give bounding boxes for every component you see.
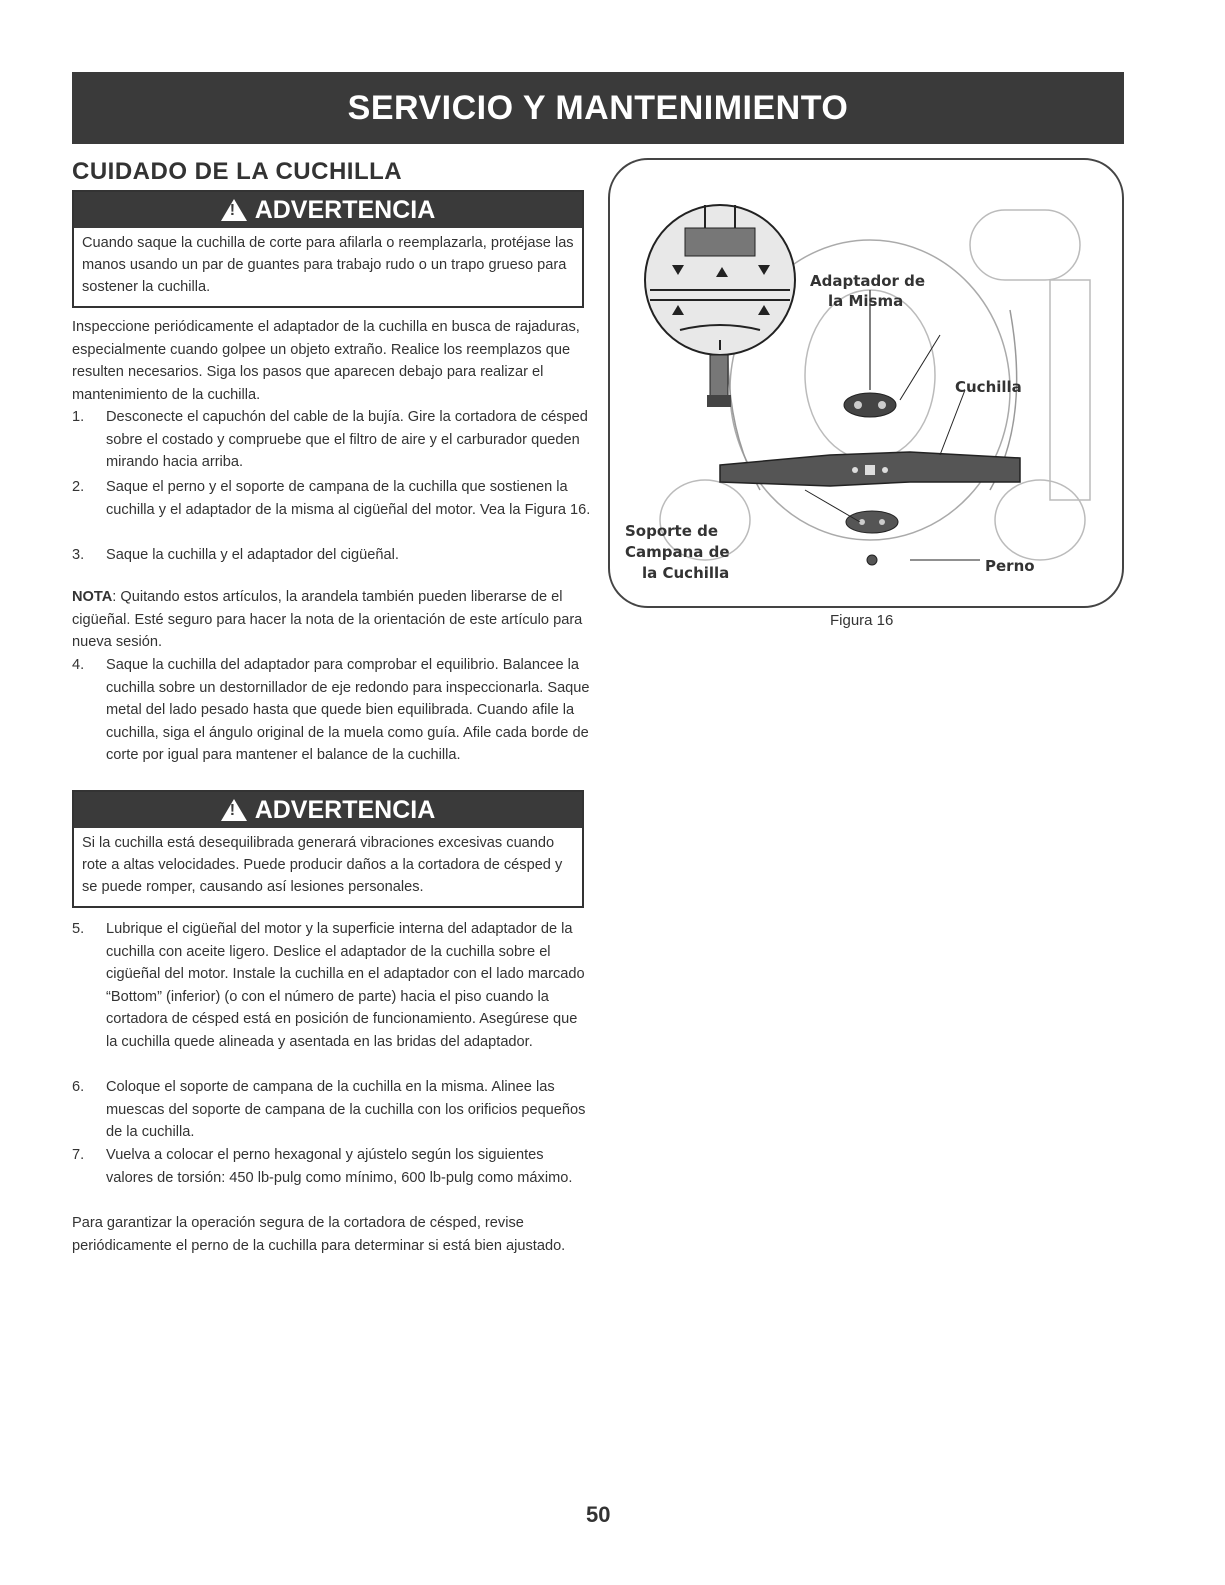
step-text: Saque el perno y el soporte de campana de la cuchilla que sostienen la cuchilla y el adaptador de la misma al cigüeñal del motor. Vea la Figura 16. (106, 479, 591, 518)
step-text: Vuelva a colocar el perno hexagonal y ajústelo según los siguientes valores de torsión: 450 lb-pulg como mínimo, 600 lb-pulg como máximo. (106, 1147, 573, 1186)
figure-16-illustration (608, 158, 1124, 608)
list-item (72, 654, 592, 767)
label-adapter-line2: la Misma (828, 292, 904, 310)
warning-text: Si la cuchilla está desequilibrada generará vibraciones excesivas cuando rote a altas velocidades. Puede producir daños a la cortadora de césped y se puede romper, causando así lesiones personales. (82, 835, 563, 895)
step-number: 4. (72, 657, 85, 673)
warning-icon: ! (221, 199, 247, 221)
step-number: 2. (72, 479, 85, 495)
step-text: Saque la cuchilla del adaptador para comprobar el equilibrio. Balancee la cuchilla sobre un destornillador de eje redondo para inspeccionarla. Saque metal del lado pesado hasta que quede bien equilibrada. Cuando afile la cuchilla, siga el ángulo original de la muela como guía. Afile cada borde de corte por igual para mantener el balance de la cuchilla. (106, 657, 590, 763)
step-number: 7. (72, 1147, 85, 1163)
list-item (72, 918, 592, 1053)
label-bolt: Perno (985, 557, 1035, 575)
intro-paragraph: Inspeccione periódicamente el adaptador de la cuchilla en busca de rajaduras, especialmente cuando golpee un objeto extraño. Realice los reemplazos que resulten necesarios. Siga los pasos que aparecen debajo para realizar el mantenimiento de la cuchilla. (72, 319, 580, 403)
list-item (72, 406, 592, 474)
list-item (72, 476, 592, 521)
closing-paragraph: Para garantizar la operación segura de la cortadora de césped, revise periódicamente el perno de la cuchilla para determinar si está bien ajustado. (72, 1215, 566, 1254)
label-bell-line3: la Cuchilla (642, 564, 730, 582)
list-item (72, 544, 592, 567)
warning-title: ADVERTENCIA (254, 195, 436, 224)
step-number: 5. (72, 921, 85, 937)
step-text: Saque la cuchilla y el adaptador del cigüeñal. (106, 547, 399, 563)
list-item (72, 1076, 592, 1144)
note-text: : Quitando estos artículos, la arandela también pueden liberarse de el cigüeñal. Esté seguro para hacer la nota de la orientación de este artículo para nueva sesión. (72, 589, 583, 650)
note-label: NOTA (72, 589, 113, 605)
note-paragraph (72, 586, 592, 654)
label-bell-line2: Campana de (625, 543, 730, 561)
figure-caption: Figura 16 (830, 612, 894, 629)
step-text: Lubrique el cigüeñal del motor y la superficie interna del adaptador de la cuchilla con aceite ligero. Deslice el adaptador de la cuchilla sobre el cigüeñal del motor. Instale la cuchilla en el adaptador con el lado marcado “Bottom” (inferior) (o con el número de parte) hacia el piso cuando la cortadora de césped está en posición de funcionamiento. Asegúrese que la cuchilla quede alineada y asentada en las bridas del adaptador. (106, 921, 585, 1050)
warning-box-2 (72, 790, 584, 908)
warning-title: ADVERTENCIA (254, 795, 436, 824)
warning-text: Cuando saque la cuchilla de corte para afilarla o reemplazarla, protéjase las manos usando un par de guantes para trabajo rudo o un trapo grueso para sostener la cuchilla. (82, 235, 574, 295)
warning-box-1 (72, 190, 584, 308)
step-text: Desconecte el capuchón del cable de la bujía. Gire la cortadora de césped sobre el costado y compruebe que el filtro de aire y el carburador queden mirando hacia arriba. (106, 409, 588, 470)
step-number: 1. (72, 409, 85, 425)
label-blade: Cuchilla (955, 378, 1022, 396)
banner-title: SERVICIO Y MANTENIMIENTO (347, 88, 849, 127)
warning-icon: ! (221, 799, 247, 821)
label-adapter-line1: Adaptador de (810, 272, 926, 290)
page-number: 50 (586, 1502, 611, 1527)
label-bell-line1: Soporte de (625, 522, 719, 540)
section-title: CUIDADO DE LA CUCHILLA (72, 158, 403, 185)
mower-diagram (610, 160, 1124, 608)
step-number: 6. (72, 1079, 85, 1095)
header-banner (72, 72, 1124, 144)
step-text: Coloque el soporte de campana de la cuchilla en la misma. Alinee las muescas del soporte de campana de la cuchilla con los orificios pequeños de la cuchilla. (106, 1079, 586, 1140)
warning-header (74, 792, 582, 828)
list-item (72, 1144, 592, 1189)
step-number: 3. (72, 547, 85, 563)
warning-header (74, 192, 582, 228)
